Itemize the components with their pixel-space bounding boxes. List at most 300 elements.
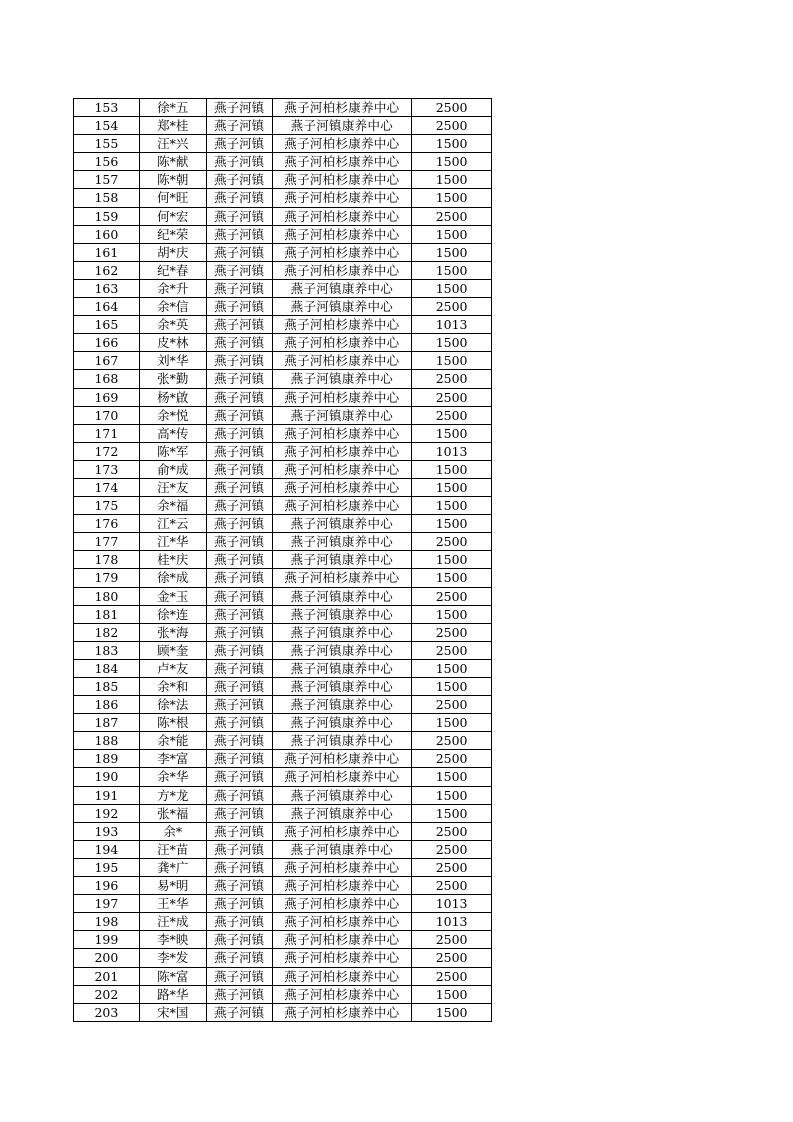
town-cell: 燕子河镇 [207, 551, 273, 568]
care-center-cell: 燕子河镇康养中心 [273, 714, 413, 731]
row-number-cell: 165 [74, 316, 140, 333]
amount-cell: 2500 [412, 732, 492, 749]
care-center-cell: 燕子河镇康养中心 [273, 298, 413, 315]
table-row [74, 407, 492, 425]
amount-cell: 2500 [412, 949, 492, 966]
name-cell: 汪*苗 [140, 841, 207, 858]
town-cell: 燕子河镇 [207, 226, 273, 243]
name-cell: 高*传 [140, 425, 207, 442]
table-row [74, 569, 492, 587]
amount-cell: 2500 [412, 877, 492, 894]
row-number-cell: 191 [74, 787, 140, 804]
table-row [74, 226, 492, 244]
amount-cell: 1013 [412, 895, 492, 912]
amount-cell: 2500 [412, 931, 492, 948]
town-cell: 燕子河镇 [207, 117, 273, 134]
amount-cell: 2500 [412, 750, 492, 767]
table-row [74, 443, 492, 461]
row-number-cell: 198 [74, 913, 140, 930]
row-number-cell: 194 [74, 841, 140, 858]
care-center-cell: 燕子河柏杉康养中心 [273, 262, 413, 279]
care-center-cell: 燕子河柏杉康养中心 [273, 99, 413, 116]
table-row [74, 515, 492, 533]
care-center-cell: 燕子河柏杉康养中心 [273, 334, 413, 351]
name-cell: 陈*富 [140, 968, 207, 985]
amount-cell: 1500 [412, 189, 492, 206]
town-cell: 燕子河镇 [207, 606, 273, 623]
table-row [74, 732, 492, 750]
row-number-cell: 163 [74, 280, 140, 297]
row-number-cell: 169 [74, 389, 140, 406]
town-cell: 燕子河镇 [207, 913, 273, 930]
town-cell: 燕子河镇 [207, 569, 273, 586]
name-cell: 余*悦 [140, 407, 207, 424]
table-row [74, 750, 492, 768]
row-number-cell: 167 [74, 352, 140, 369]
row-number-cell: 182 [74, 624, 140, 641]
care-center-cell: 燕子河柏杉康养中心 [273, 352, 413, 369]
care-center-cell: 燕子河镇康养中心 [273, 515, 413, 532]
amount-cell: 1500 [412, 135, 492, 152]
name-cell: 余*和 [140, 678, 207, 695]
care-center-cell: 燕子河镇康养中心 [273, 407, 413, 424]
town-cell: 燕子河镇 [207, 99, 273, 116]
town-cell: 燕子河镇 [207, 189, 273, 206]
table-row [74, 678, 492, 696]
row-number-cell: 183 [74, 642, 140, 659]
row-number-cell: 153 [74, 99, 140, 116]
row-number-cell: 195 [74, 859, 140, 876]
row-number-cell: 175 [74, 497, 140, 514]
amount-cell: 2500 [412, 968, 492, 985]
table-row [74, 479, 492, 497]
town-cell: 燕子河镇 [207, 859, 273, 876]
amount-cell: 2500 [412, 859, 492, 876]
care-center-cell: 燕子河镇康养中心 [273, 588, 413, 605]
row-number-cell: 171 [74, 425, 140, 442]
amount-cell: 2500 [412, 533, 492, 550]
table-row [74, 280, 492, 298]
town-cell: 燕子河镇 [207, 895, 273, 912]
name-cell: 李*富 [140, 750, 207, 767]
row-number-cell: 201 [74, 968, 140, 985]
name-cell: 陈*献 [140, 153, 207, 170]
town-cell: 燕子河镇 [207, 714, 273, 731]
name-cell: 陈*根 [140, 714, 207, 731]
table-row [74, 606, 492, 624]
amount-cell: 2500 [412, 99, 492, 116]
name-cell: 龚*广 [140, 859, 207, 876]
row-number-cell: 164 [74, 298, 140, 315]
name-cell: 余*福 [140, 497, 207, 514]
town-cell: 燕子河镇 [207, 986, 273, 1003]
name-cell: 汪*友 [140, 479, 207, 496]
amount-cell: 2500 [412, 642, 492, 659]
table-row [74, 117, 492, 135]
row-number-cell: 170 [74, 407, 140, 424]
row-number-cell: 187 [74, 714, 140, 731]
amount-cell: 1500 [412, 606, 492, 623]
care-center-cell: 燕子河镇康养中心 [273, 280, 413, 297]
table-row [74, 497, 492, 515]
amount-cell: 1500 [412, 678, 492, 695]
table-row [74, 208, 492, 226]
table-row [74, 624, 492, 642]
amount-cell: 1500 [412, 768, 492, 785]
row-number-cell: 173 [74, 461, 140, 478]
amount-cell: 1500 [412, 226, 492, 243]
care-center-cell: 燕子河柏杉康养中心 [273, 135, 413, 152]
care-center-cell: 燕子河镇康养中心 [273, 606, 413, 623]
row-number-cell: 179 [74, 569, 140, 586]
care-center-cell: 燕子河镇康养中心 [273, 732, 413, 749]
town-cell: 燕子河镇 [207, 280, 273, 297]
town-cell: 燕子河镇 [207, 660, 273, 677]
name-cell: 皮*林 [140, 334, 207, 351]
row-number-cell: 184 [74, 660, 140, 677]
amount-cell: 2500 [412, 117, 492, 134]
amount-cell: 2500 [412, 407, 492, 424]
table-row [74, 461, 492, 479]
amount-cell: 1500 [412, 425, 492, 442]
town-cell: 燕子河镇 [207, 135, 273, 152]
town-cell: 燕子河镇 [207, 750, 273, 767]
name-cell: 汪*兴 [140, 135, 207, 152]
table-row [74, 968, 492, 986]
name-cell: 纪*春 [140, 262, 207, 279]
table-row [74, 588, 492, 606]
table-row [74, 931, 492, 949]
care-center-cell: 燕子河柏杉康养中心 [273, 171, 413, 188]
row-number-cell: 202 [74, 986, 140, 1003]
row-number-cell: 161 [74, 244, 140, 261]
table-row [74, 805, 492, 823]
care-center-cell: 燕子河镇康养中心 [273, 841, 413, 858]
town-cell: 燕子河镇 [207, 624, 273, 641]
care-center-cell: 燕子河镇康养中心 [273, 370, 413, 387]
care-center-cell: 燕子河柏杉康养中心 [273, 859, 413, 876]
table-row [74, 859, 492, 877]
name-cell: 顾*奎 [140, 642, 207, 659]
amount-cell: 1500 [412, 515, 492, 532]
table-row [74, 551, 492, 569]
town-cell: 燕子河镇 [207, 334, 273, 351]
row-number-cell: 178 [74, 551, 140, 568]
name-cell: 汪*成 [140, 913, 207, 930]
row-number-cell: 155 [74, 135, 140, 152]
row-number-cell: 188 [74, 732, 140, 749]
care-center-cell: 燕子河柏杉康养中心 [273, 823, 413, 840]
row-number-cell: 156 [74, 153, 140, 170]
table-row [74, 533, 492, 551]
town-cell: 燕子河镇 [207, 479, 273, 496]
name-cell: 张*海 [140, 624, 207, 641]
amount-cell: 1500 [412, 497, 492, 514]
row-number-cell: 199 [74, 931, 140, 948]
row-number-cell: 190 [74, 768, 140, 785]
care-center-cell: 燕子河柏杉康养中心 [273, 461, 413, 478]
amount-cell: 1500 [412, 280, 492, 297]
table-row [74, 334, 492, 352]
town-cell: 燕子河镇 [207, 244, 273, 261]
name-cell: 徐*成 [140, 569, 207, 586]
table-row [74, 316, 492, 334]
care-center-cell: 燕子河柏杉康养中心 [273, 479, 413, 496]
amount-cell: 2500 [412, 588, 492, 605]
table-row [74, 787, 492, 805]
town-cell: 燕子河镇 [207, 298, 273, 315]
name-cell: 余*英 [140, 316, 207, 333]
town-cell: 燕子河镇 [207, 642, 273, 659]
row-number-cell: 158 [74, 189, 140, 206]
name-cell: 路*华 [140, 986, 207, 1003]
name-cell: 方*龙 [140, 787, 207, 804]
amount-cell: 2500 [412, 696, 492, 713]
amount-cell: 1500 [412, 551, 492, 568]
town-cell: 燕子河镇 [207, 425, 273, 442]
name-cell: 郑*桂 [140, 117, 207, 134]
row-number-cell: 193 [74, 823, 140, 840]
care-center-cell: 燕子河镇康养中心 [273, 660, 413, 677]
town-cell: 燕子河镇 [207, 533, 273, 550]
care-center-cell: 燕子河镇康养中心 [273, 533, 413, 550]
data-table [73, 98, 492, 1022]
row-number-cell: 200 [74, 949, 140, 966]
table-row [74, 189, 492, 207]
row-number-cell: 154 [74, 117, 140, 134]
table-row [74, 642, 492, 660]
row-number-cell: 186 [74, 696, 140, 713]
row-number-cell: 160 [74, 226, 140, 243]
row-number-cell: 181 [74, 606, 140, 623]
table-row [74, 370, 492, 388]
town-cell: 燕子河镇 [207, 968, 273, 985]
amount-cell: 1500 [412, 244, 492, 261]
amount-cell: 2500 [412, 389, 492, 406]
town-cell: 燕子河镇 [207, 153, 273, 170]
table-row [74, 877, 492, 895]
amount-cell: 1500 [412, 805, 492, 822]
name-cell: 何*旺 [140, 189, 207, 206]
row-number-cell: 174 [74, 479, 140, 496]
amount-cell: 1500 [412, 787, 492, 804]
table-row [74, 949, 492, 967]
table-row [74, 768, 492, 786]
name-cell: 余*升 [140, 280, 207, 297]
town-cell: 燕子河镇 [207, 768, 273, 785]
table-row [74, 696, 492, 714]
care-center-cell: 燕子河镇康养中心 [273, 787, 413, 804]
amount-cell: 1500 [412, 569, 492, 586]
amount-cell: 1500 [412, 171, 492, 188]
table-row [74, 986, 492, 1004]
amount-cell: 1500 [412, 262, 492, 279]
row-number-cell: 203 [74, 1004, 140, 1021]
amount-cell: 2500 [412, 208, 492, 225]
care-center-cell: 燕子河柏杉康养中心 [273, 913, 413, 930]
town-cell: 燕子河镇 [207, 696, 273, 713]
name-cell: 徐*五 [140, 99, 207, 116]
amount-cell: 2500 [412, 298, 492, 315]
table-row [74, 425, 492, 443]
table-row [74, 298, 492, 316]
table-row [74, 823, 492, 841]
care-center-cell: 燕子河柏杉康养中心 [273, 153, 413, 170]
table-row [74, 244, 492, 262]
name-cell: 宋*国 [140, 1004, 207, 1021]
care-center-cell: 燕子河柏杉康养中心 [273, 244, 413, 261]
name-cell: 李*映 [140, 931, 207, 948]
care-center-cell: 燕子河柏杉康养中心 [273, 1004, 413, 1021]
name-cell: 徐*法 [140, 696, 207, 713]
town-cell: 燕子河镇 [207, 588, 273, 605]
care-center-cell: 燕子河柏杉康养中心 [273, 949, 413, 966]
amount-cell: 2500 [412, 841, 492, 858]
name-cell: 陈*朝 [140, 171, 207, 188]
row-number-cell: 172 [74, 443, 140, 460]
table-row [74, 714, 492, 732]
name-cell: 余* [140, 823, 207, 840]
care-center-cell: 燕子河镇康养中心 [273, 642, 413, 659]
name-cell: 金*玉 [140, 588, 207, 605]
row-number-cell: 192 [74, 805, 140, 822]
care-center-cell: 燕子河柏杉康养中心 [273, 425, 413, 442]
town-cell: 燕子河镇 [207, 171, 273, 188]
amount-cell: 1013 [412, 913, 492, 930]
row-number-cell: 176 [74, 515, 140, 532]
name-cell: 张*勤 [140, 370, 207, 387]
table-row [74, 895, 492, 913]
amount-cell: 1500 [412, 660, 492, 677]
care-center-cell: 燕子河柏杉康养中心 [273, 931, 413, 948]
row-number-cell: 162 [74, 262, 140, 279]
table-row [74, 352, 492, 370]
care-center-cell: 燕子河柏杉康养中心 [273, 877, 413, 894]
name-cell: 江*云 [140, 515, 207, 532]
name-cell: 刘*华 [140, 352, 207, 369]
town-cell: 燕子河镇 [207, 877, 273, 894]
amount-cell: 1500 [412, 153, 492, 170]
name-cell: 桂*庆 [140, 551, 207, 568]
table-row [74, 135, 492, 153]
town-cell: 燕子河镇 [207, 787, 273, 804]
town-cell: 燕子河镇 [207, 461, 273, 478]
table-row [74, 389, 492, 407]
amount-cell: 1013 [412, 316, 492, 333]
town-cell: 燕子河镇 [207, 389, 273, 406]
name-cell: 李*发 [140, 949, 207, 966]
care-center-cell: 燕子河柏杉康养中心 [273, 208, 413, 225]
care-center-cell: 燕子河柏杉康养中心 [273, 968, 413, 985]
care-center-cell: 燕子河柏杉康养中心 [273, 497, 413, 514]
name-cell: 余*信 [140, 298, 207, 315]
table-row [74, 1004, 492, 1022]
name-cell: 俞*成 [140, 461, 207, 478]
town-cell: 燕子河镇 [207, 497, 273, 514]
town-cell: 燕子河镇 [207, 841, 273, 858]
table-row [74, 153, 492, 171]
amount-cell: 1013 [412, 443, 492, 460]
row-number-cell: 157 [74, 171, 140, 188]
name-cell: 余*华 [140, 768, 207, 785]
care-center-cell: 燕子河柏杉康养中心 [273, 389, 413, 406]
town-cell: 燕子河镇 [207, 443, 273, 460]
care-center-cell: 燕子河柏杉康养中心 [273, 768, 413, 785]
care-center-cell: 燕子河镇康养中心 [273, 117, 413, 134]
row-number-cell: 180 [74, 588, 140, 605]
table-row [74, 99, 492, 117]
town-cell: 燕子河镇 [207, 949, 273, 966]
row-number-cell: 197 [74, 895, 140, 912]
town-cell: 燕子河镇 [207, 732, 273, 749]
row-number-cell: 196 [74, 877, 140, 894]
care-center-cell: 燕子河镇康养中心 [273, 696, 413, 713]
town-cell: 燕子河镇 [207, 1004, 273, 1021]
town-cell: 燕子河镇 [207, 805, 273, 822]
town-cell: 燕子河镇 [207, 352, 273, 369]
table-row [74, 913, 492, 931]
care-center-cell: 燕子河柏杉康养中心 [273, 895, 413, 912]
amount-cell: 1500 [412, 479, 492, 496]
table-row [74, 171, 492, 189]
amount-cell: 1500 [412, 334, 492, 351]
row-number-cell: 168 [74, 370, 140, 387]
care-center-cell: 燕子河镇康养中心 [273, 551, 413, 568]
name-cell: 江*华 [140, 533, 207, 550]
amount-cell: 1500 [412, 352, 492, 369]
row-number-cell: 166 [74, 334, 140, 351]
name-cell: 张*福 [140, 805, 207, 822]
care-center-cell: 燕子河柏杉康养中心 [273, 316, 413, 333]
amount-cell: 1500 [412, 714, 492, 731]
name-cell: 余*能 [140, 732, 207, 749]
town-cell: 燕子河镇 [207, 407, 273, 424]
name-cell: 胡*庆 [140, 244, 207, 261]
amount-cell: 2500 [412, 370, 492, 387]
name-cell: 陈*军 [140, 443, 207, 460]
town-cell: 燕子河镇 [207, 823, 273, 840]
town-cell: 燕子河镇 [207, 316, 273, 333]
name-cell: 王*华 [140, 895, 207, 912]
town-cell: 燕子河镇 [207, 370, 273, 387]
amount-cell: 1500 [412, 461, 492, 478]
town-cell: 燕子河镇 [207, 515, 273, 532]
name-cell: 易*明 [140, 877, 207, 894]
name-cell: 卢*友 [140, 660, 207, 677]
care-center-cell: 燕子河柏杉康养中心 [273, 569, 413, 586]
care-center-cell: 燕子河镇康养中心 [273, 805, 413, 822]
row-number-cell: 177 [74, 533, 140, 550]
care-center-cell: 燕子河柏杉康养中心 [273, 986, 413, 1003]
row-number-cell: 185 [74, 678, 140, 695]
care-center-cell: 燕子河柏杉康养中心 [273, 750, 413, 767]
care-center-cell: 燕子河镇康养中心 [273, 624, 413, 641]
care-center-cell: 燕子河镇康养中心 [273, 678, 413, 695]
row-number-cell: 189 [74, 750, 140, 767]
town-cell: 燕子河镇 [207, 262, 273, 279]
care-center-cell: 燕子河柏杉康养中心 [273, 226, 413, 243]
amount-cell: 1500 [412, 986, 492, 1003]
amount-cell: 1500 [412, 1004, 492, 1021]
town-cell: 燕子河镇 [207, 931, 273, 948]
amount-cell: 2500 [412, 823, 492, 840]
amount-cell: 2500 [412, 624, 492, 641]
name-cell: 杨*啟 [140, 389, 207, 406]
name-cell: 何*宏 [140, 208, 207, 225]
town-cell: 燕子河镇 [207, 678, 273, 695]
care-center-cell: 燕子河柏杉康养中心 [273, 443, 413, 460]
table-row [74, 841, 492, 859]
